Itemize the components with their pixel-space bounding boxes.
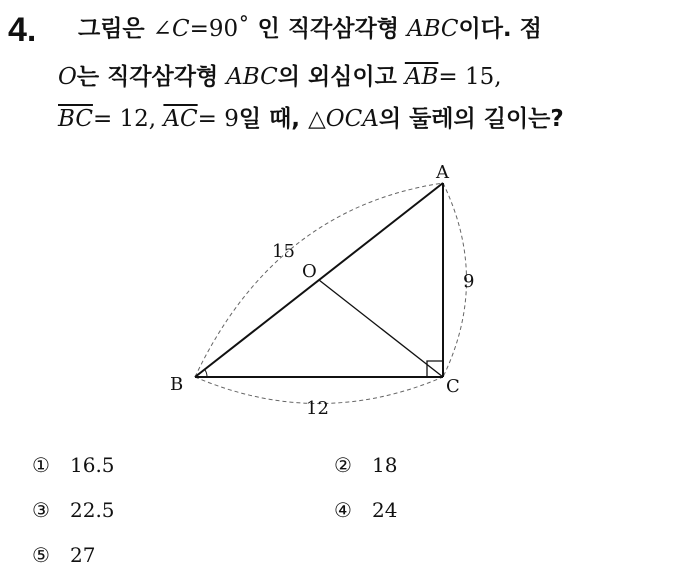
segment-ab: $\overline{AB}$ <box>404 64 439 90</box>
choice-marker: ③ <box>32 498 50 522</box>
math-variable: ABC <box>406 16 459 42</box>
stem-text: 의 외심이고 <box>277 64 405 90</box>
choice-marker: ④ <box>334 498 352 522</box>
point-label-o: O <box>302 261 317 282</box>
choice-value: 18 <box>372 453 398 477</box>
choice-value: 24 <box>372 498 398 522</box>
length-label-bc: 12 <box>306 398 329 419</box>
vertex-label-a: A <box>436 162 449 183</box>
choice-marker: ① <box>32 453 50 477</box>
stem-text: 인 직각삼각형 <box>249 16 407 42</box>
choice-1[interactable] <box>32 452 115 478</box>
math-variable: C <box>171 16 190 42</box>
vertex-label-c: C <box>446 376 460 397</box>
stem-text: 그림은 <box>78 16 153 42</box>
math-expression: = 12, <box>92 106 164 132</box>
choice-marker: ② <box>334 453 352 477</box>
choice-marker: ⑤ <box>32 543 50 567</box>
segment-oc <box>319 280 443 377</box>
choice-value: 27 <box>70 543 96 567</box>
choice-value: 22.5 <box>70 498 115 522</box>
stem-text: 일 때, <box>238 106 309 132</box>
choice-5[interactable] <box>32 542 95 568</box>
question-number: 4. <box>8 11 37 49</box>
triangle-symbol: △ <box>308 106 326 132</box>
stem-text: 는 직각삼각형 <box>76 64 227 90</box>
math-variable: O <box>58 64 77 90</box>
math-expression: =90˚ <box>189 16 250 42</box>
choice-value: 16.5 <box>70 453 115 477</box>
vertex-label-b: B <box>170 374 184 395</box>
math-expression: = 9 <box>197 106 239 132</box>
stem-text: 의 둘레의 길이는? <box>378 106 564 132</box>
segment-ac: $\overline{AC}$ <box>163 106 198 132</box>
angle-b-mark <box>205 370 207 377</box>
length-label-ac: 9 <box>463 271 475 292</box>
length-label-ab: 15 <box>272 241 295 262</box>
math-variable: OCA <box>325 106 379 132</box>
choice-4[interactable] <box>334 497 397 523</box>
angle-symbol: ∠ <box>152 16 172 42</box>
segment-bc: $\overline{BC}$ <box>58 106 93 132</box>
stem-text: 이다. 점 <box>458 16 542 42</box>
math-expression: = 15, <box>438 64 502 90</box>
choice-2[interactable] <box>334 452 397 478</box>
math-variable: ABC <box>226 64 278 90</box>
choice-3[interactable] <box>32 497 115 523</box>
